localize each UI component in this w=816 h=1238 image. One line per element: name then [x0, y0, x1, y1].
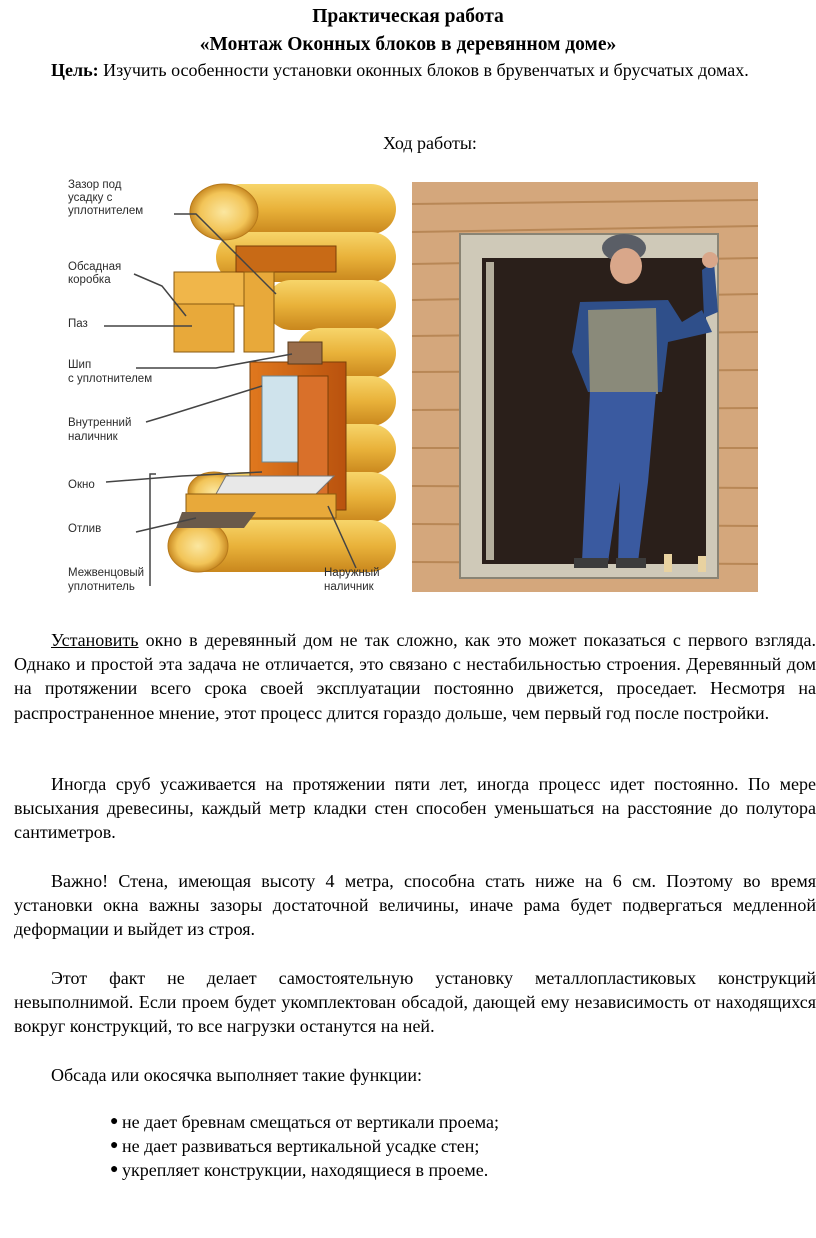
svg-text:коробка [68, 274, 111, 286]
svg-text:Отлив [68, 523, 101, 535]
label-inner-trim-line2: наличник [68, 431, 118, 443]
progress-heading: Ход работы: [383, 133, 477, 153]
label-inner-trim-line1: Внутренний [68, 417, 132, 429]
svg-text:Наружный [324, 567, 380, 579]
svg-text:уплотнитель [68, 581, 135, 593]
svg-text:усадку с [68, 192, 113, 204]
svg-text:Шип [68, 359, 91, 371]
window-install-diagram [66, 176, 402, 598]
label-casing-line1: Обсадная [68, 261, 122, 273]
label-outer-trim-line2: наличник [324, 581, 374, 593]
list-item: ● не дает бревнам смещаться от вертикали проема; [110, 1110, 499, 1134]
label-window: Окно [68, 479, 95, 491]
svg-text:наличник [324, 581, 375, 593]
label-tenon-line2: с уплотнителем [68, 373, 153, 385]
svg-text:Обсадная [68, 261, 121, 273]
bullet-icon: ● [110, 1114, 119, 1129]
paragraph-1-text: окно в деревянный дом не так сложно, как это может показаться с первого взгляда. Однако и простой эта задача не отличается, это связано с нестабильностью строения. Деревянный дом на протяжении всего срока своей эксплуатации постоянно движется, проседает. Несмотря на распространенное мнение, этот процесс длится гораздо дольше, чем первый год после постройки. [14, 630, 816, 723]
list-item: ● не дает развиваться вертикальной усадке стен; [110, 1134, 499, 1158]
bullet-icon: ● [110, 1162, 119, 1178]
list-item: ● укрепляет конструкции, находящиеся в проеме. [110, 1158, 499, 1182]
label-seal-line1: Межвенцовый [68, 567, 145, 579]
photo-illustration [412, 182, 758, 592]
paragraph-5: Обсада или окосячка выполняет такие функции: [51, 1065, 422, 1085]
installation-photo [412, 182, 758, 592]
document-title: Практическая работа [312, 6, 504, 27]
svg-text:с уплотнителем [68, 373, 152, 385]
document-subtitle: «Монтаж Оконных блоков в деревянном доме» [199, 34, 617, 55]
bullet-icon: ● [110, 1138, 119, 1154]
goal-text: Изучить особенности установки оконных блоков в брувенчатых и брусчатых домах. [98, 60, 749, 80]
svg-text:уплотнителем [68, 205, 143, 217]
paragraph-1 [14, 628, 816, 725]
diagram-labels [66, 176, 402, 598]
label-tenon-line1: Шип [68, 359, 92, 371]
paragraph-3: Важно! Стена, имеющая высоту 4 метра, способна стать ниже на 6 см. Поэтому во время установки окна важны зазоры достаточной величины, иначе рама будет подвергаться медленной деформации и выйдет из строя. [14, 871, 816, 940]
label-outer-trim-line1: Наружный [324, 567, 380, 579]
svg-text:Паз [68, 318, 88, 330]
function-list [110, 1110, 499, 1183]
label-gap-line3: уплотнителем [68, 205, 144, 217]
svg-text:Окно [68, 479, 95, 491]
label-casing-line2: коробка [68, 274, 111, 286]
paragraph-4: Этот факт не делает самостоятельную установку металлопластиковых конструкций невыполнимой. Если проем будет укомплектован обсадой, дающей ему независимость от находящихся вокруг конструкций, то все нагрузки останутся на ней. [14, 968, 816, 1037]
label-seal-line2: уплотнитель [68, 581, 135, 593]
label-groove: Паз [68, 318, 88, 330]
svg-text:Внутренний [68, 417, 131, 429]
svg-text:наличник [68, 431, 119, 443]
label-sill: Отлив [68, 523, 102, 535]
svg-text:Зазор под [68, 179, 122, 191]
install-link[interactable]: Установить [51, 630, 139, 650]
paragraph-2: Иногда сруб усаживается на протяжении пяти лет, иногда процесс идет постоянно. По мере высыхания древесины, каждый метр кладки стен способен уменьшаться на расстояние до полутора сантиметров. [14, 774, 816, 843]
svg-text:Межвенцовый [68, 567, 144, 579]
label-gap-line1: Зазор под [68, 179, 122, 191]
label-gap-line2: усадку с [68, 192, 113, 204]
goal-paragraph [14, 57, 814, 83]
goal-label: Цель: [51, 60, 99, 80]
